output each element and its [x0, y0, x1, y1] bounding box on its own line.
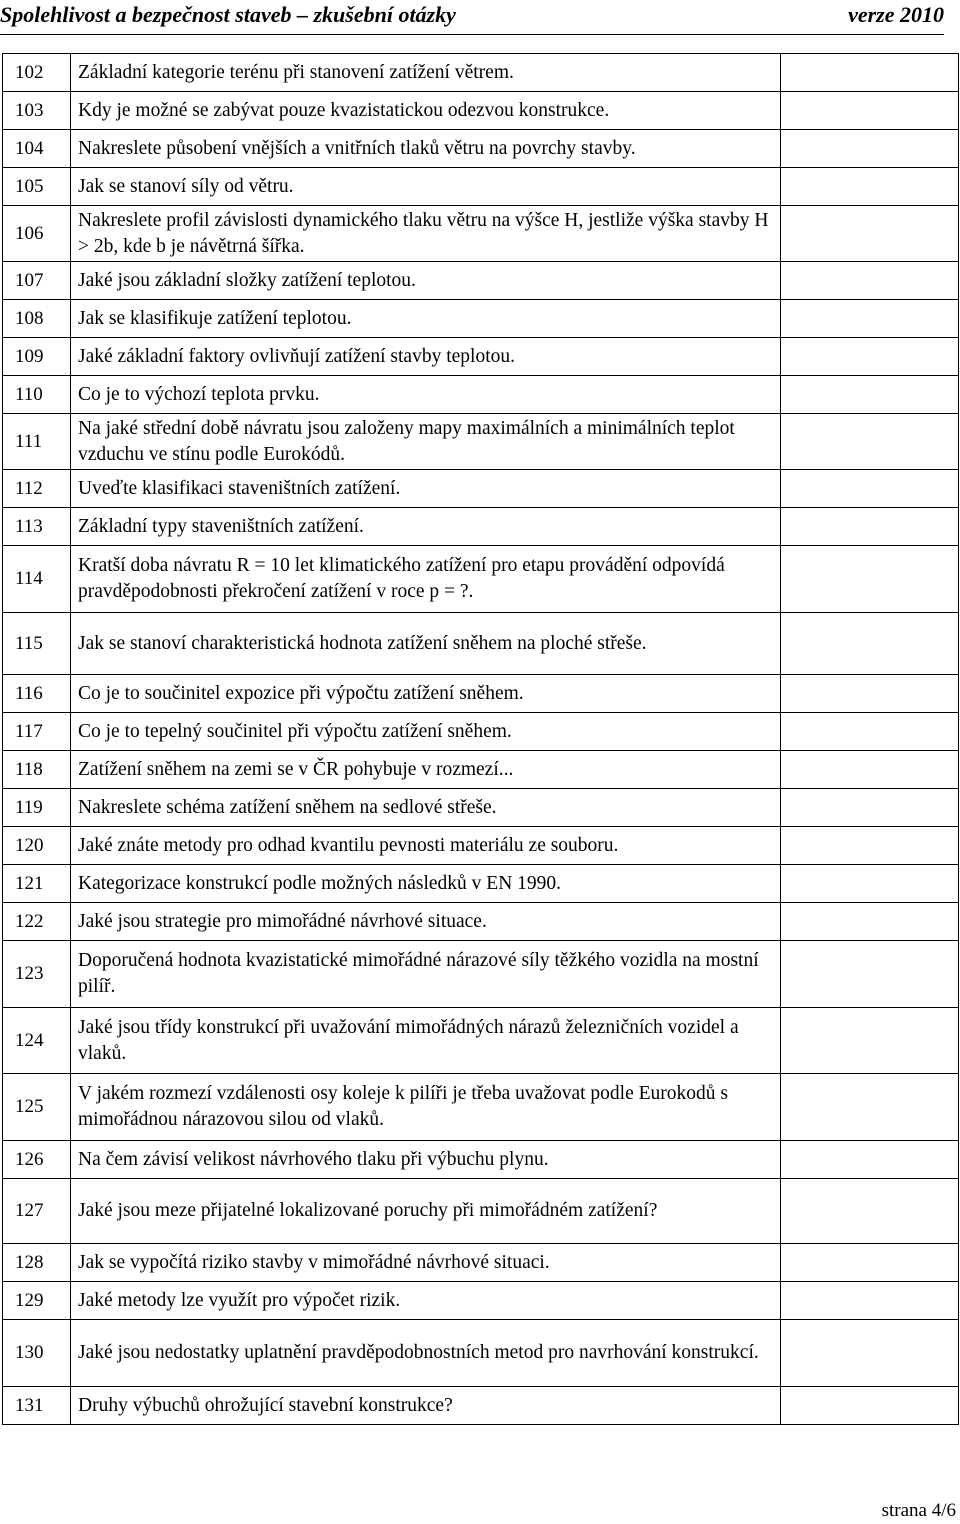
answer-cell [781, 414, 959, 470]
question-row [3, 470, 959, 508]
question-row [3, 1244, 959, 1282]
question-text: Kratší doba návratu R = 10 let klimatického zatížení pro etapu provádění odpovídá pravděpodobnosti překročení zatížení v roce p = ?. [78, 555, 730, 602]
question-text: Co je to výchozí teplota prvku. [78, 383, 320, 405]
question-number: 123 [3, 941, 71, 1008]
question-text-cell [71, 903, 781, 941]
question-text-cell [71, 1244, 781, 1282]
answer-cell [781, 751, 959, 789]
question-text-cell [71, 414, 781, 470]
question-number: 127 [3, 1179, 71, 1244]
question-row [3, 613, 959, 675]
question-row [3, 414, 959, 470]
question-text: Uveďte klasifikaci staveništních zatížení. [78, 477, 401, 499]
question-text: Základní typy staveništních zatížení. [78, 515, 364, 537]
answer-cell [781, 508, 959, 546]
question-text-cell [71, 865, 781, 903]
question-text-cell [71, 1074, 781, 1141]
question-text: Jak se stanoví charakteristická hodnota zatížení sněhem na ploché střeše. [78, 632, 647, 654]
questions-table [2, 53, 959, 1425]
question-text: V jakém rozmezí vzdálenosti osy koleje k pilíři je třeba uvažovat podle Eurokodů s mimořádnou nárazovou silou od vlaků. [78, 1083, 733, 1130]
question-text-cell [71, 751, 781, 789]
question-text-cell [71, 262, 781, 300]
question-row [3, 54, 959, 92]
answer-cell [781, 903, 959, 941]
questions-table-body [3, 54, 959, 1425]
question-text: Jak se stanoví síly od větru. [78, 175, 294, 197]
question-number: 109 [3, 338, 71, 376]
question-text-cell [71, 508, 781, 546]
answer-cell [781, 130, 959, 168]
answer-cell [781, 1008, 959, 1074]
question-row [3, 206, 959, 262]
answer-cell [781, 713, 959, 751]
question-row [3, 1141, 959, 1179]
page-number: strana 4/6 [881, 1500, 956, 1521]
question-text-cell [71, 92, 781, 130]
answer-cell [781, 865, 959, 903]
question-text-cell [71, 941, 781, 1008]
document-version: verze 2010 [848, 2, 944, 27]
question-number: 108 [3, 300, 71, 338]
question-number: 129 [3, 1282, 71, 1320]
question-number: 120 [3, 827, 71, 865]
question-text: Jaké jsou třídy konstrukcí při uvažování mimořádných nárazů železničních vozidel a vlaků. [78, 1016, 744, 1064]
question-text-cell [71, 675, 781, 713]
answer-cell [781, 376, 959, 414]
answer-cell [781, 1244, 959, 1282]
question-number: 116 [3, 675, 71, 713]
question-row [3, 262, 959, 300]
answer-cell [781, 941, 959, 1008]
question-row [3, 713, 959, 751]
question-row [3, 675, 959, 713]
answer-cell [781, 1320, 959, 1387]
question-number: 104 [3, 130, 71, 168]
question-number: 121 [3, 865, 71, 903]
question-number: 130 [3, 1320, 71, 1387]
answer-cell [781, 168, 959, 206]
question-row [3, 1179, 959, 1244]
question-text-cell [71, 130, 781, 168]
question-number: 115 [3, 613, 71, 675]
question-row [3, 546, 959, 613]
question-number: 119 [3, 789, 71, 827]
question-number: 103 [3, 92, 71, 130]
answer-cell [781, 1141, 959, 1179]
question-row [3, 338, 959, 376]
question-row [3, 865, 959, 903]
question-text: Druhy výbuchů ohrožující stavební konstrukce? [78, 1394, 453, 1416]
question-text: Co je to tepelný součinitel při výpočtu zatížení sněhem. [78, 720, 512, 742]
question-text-cell [71, 1179, 781, 1244]
question-row [3, 92, 959, 130]
question-number: 102 [3, 54, 71, 92]
question-text: Jaké jsou základní složky zatížení teplotou. [78, 269, 416, 291]
answer-cell [781, 1387, 959, 1425]
question-row [3, 1074, 959, 1141]
question-text: Doporučená hodnota kvazistatické mimořádné nárazové síly těžkého vozidla na mostní pilíř. [78, 950, 764, 997]
question-number: 113 [3, 508, 71, 546]
answer-cell [781, 262, 959, 300]
question-text-cell [71, 376, 781, 414]
question-number: 128 [3, 1244, 71, 1282]
question-number: 114 [3, 546, 71, 613]
question-text: Jaké jsou meze přijatelné lokalizované poruchy při mimořádném zatížení? [78, 1200, 658, 1221]
question-text: Nakreslete schéma zatížení sněhem na sedlové střeše. [78, 796, 497, 818]
answer-cell [781, 546, 959, 613]
answer-cell [781, 613, 959, 675]
answer-cell [781, 1074, 959, 1141]
answer-cell [781, 92, 959, 130]
question-text-cell [71, 470, 781, 508]
question-row [3, 168, 959, 206]
question-number: 131 [3, 1387, 71, 1425]
question-text-cell [71, 1387, 781, 1425]
answer-cell [781, 1179, 959, 1244]
question-text: Základní kategorie terénu při stanovení zatížení větrem. [78, 61, 514, 83]
question-text-cell [71, 613, 781, 675]
question-text: Jaké základní faktory ovlivňují zatížení stavby teplotou. [78, 345, 515, 367]
question-row [3, 1320, 959, 1387]
question-number: 117 [3, 713, 71, 751]
answer-cell [781, 789, 959, 827]
question-row [3, 508, 959, 546]
document-title: Spolehlivost a bezpečnost staveb – zkušební otázky [0, 2, 456, 27]
question-text-cell [71, 338, 781, 376]
question-number: 122 [3, 903, 71, 941]
question-text: Jaké metody lze využít pro výpočet rizik. [78, 1289, 401, 1311]
question-row [3, 789, 959, 827]
answer-cell [781, 1282, 959, 1320]
question-text-cell [71, 713, 781, 751]
question-text-cell [71, 206, 781, 262]
question-row [3, 751, 959, 789]
question-text: Na jaké střední době návratu jsou založeny mapy maximálních a minimálních teplot vzduchu ve stínu podle Eurokódů. [78, 417, 740, 465]
question-text-cell [71, 300, 781, 338]
answer-cell [781, 827, 959, 865]
question-row [3, 903, 959, 941]
question-text-cell [71, 546, 781, 613]
question-text-cell [71, 1141, 781, 1179]
question-number: 112 [3, 470, 71, 508]
question-number: 118 [3, 751, 71, 789]
question-text-cell [71, 168, 781, 206]
question-text-cell [71, 54, 781, 92]
question-text: Jaké znáte metody pro odhad kvantilu pevnosti materiálu ze souboru. [78, 834, 619, 856]
question-text: Jaké jsou strategie pro mimořádné návrhové situace. [78, 910, 487, 932]
question-text-cell [71, 1008, 781, 1074]
question-number: 105 [3, 168, 71, 206]
question-text: Jak se klasifikuje zatížení teplotou. [78, 307, 352, 329]
question-row [3, 941, 959, 1008]
question-number: 126 [3, 1141, 71, 1179]
question-text: Na čem závisí velikost návrhového tlaku při výbuchu plynu. [78, 1148, 549, 1170]
question-text: Nakreslete profil závislosti dynamického tlaku větru na výšce H, jestliže výška stavby H > 2b, kde b je návětrná šířka. [78, 209, 774, 257]
answer-cell [781, 54, 959, 92]
question-text-cell [71, 1320, 781, 1387]
question-text: Co je to součinitel expozice při výpočtu zatížení sněhem. [78, 682, 524, 704]
question-row [3, 1008, 959, 1074]
question-text: Kategorizace konstrukcí podle možných následků v EN 1990. [78, 872, 562, 894]
question-number: 124 [3, 1008, 71, 1074]
question-text: Jaké jsou nedostatky uplatnění pravděpodobnostních metod pro navrhování konstrukcí. [78, 1342, 759, 1363]
question-text: Zatížení sněhem na zemi se v ČR pohybuje v rozmezí... [78, 758, 514, 780]
question-text: Kdy je možné se zabývat pouze kvazistatickou odezvou konstrukce. [78, 99, 610, 121]
answer-cell [781, 338, 959, 376]
question-number: 110 [3, 376, 71, 414]
question-text-cell [71, 1282, 781, 1320]
answer-cell [781, 470, 959, 508]
answer-cell [781, 300, 959, 338]
question-row [3, 1282, 959, 1320]
question-row [3, 376, 959, 414]
question-text-cell [71, 789, 781, 827]
question-text: Nakreslete působení vnějších a vnitřních tlaků větru na povrchy stavby. [78, 137, 636, 159]
question-row [3, 1387, 959, 1425]
question-row [3, 827, 959, 865]
question-number: 111 [3, 414, 71, 470]
question-number: 106 [3, 206, 71, 262]
question-text: Jak se vypočítá riziko stavby v mimořádné návrhové situaci. [78, 1251, 550, 1273]
page-header [0, 0, 944, 35]
question-row [3, 300, 959, 338]
answer-cell [781, 206, 959, 262]
question-number: 125 [3, 1074, 71, 1141]
question-number: 107 [3, 262, 71, 300]
answer-cell [781, 675, 959, 713]
question-row [3, 130, 959, 168]
question-text-cell [71, 827, 781, 865]
